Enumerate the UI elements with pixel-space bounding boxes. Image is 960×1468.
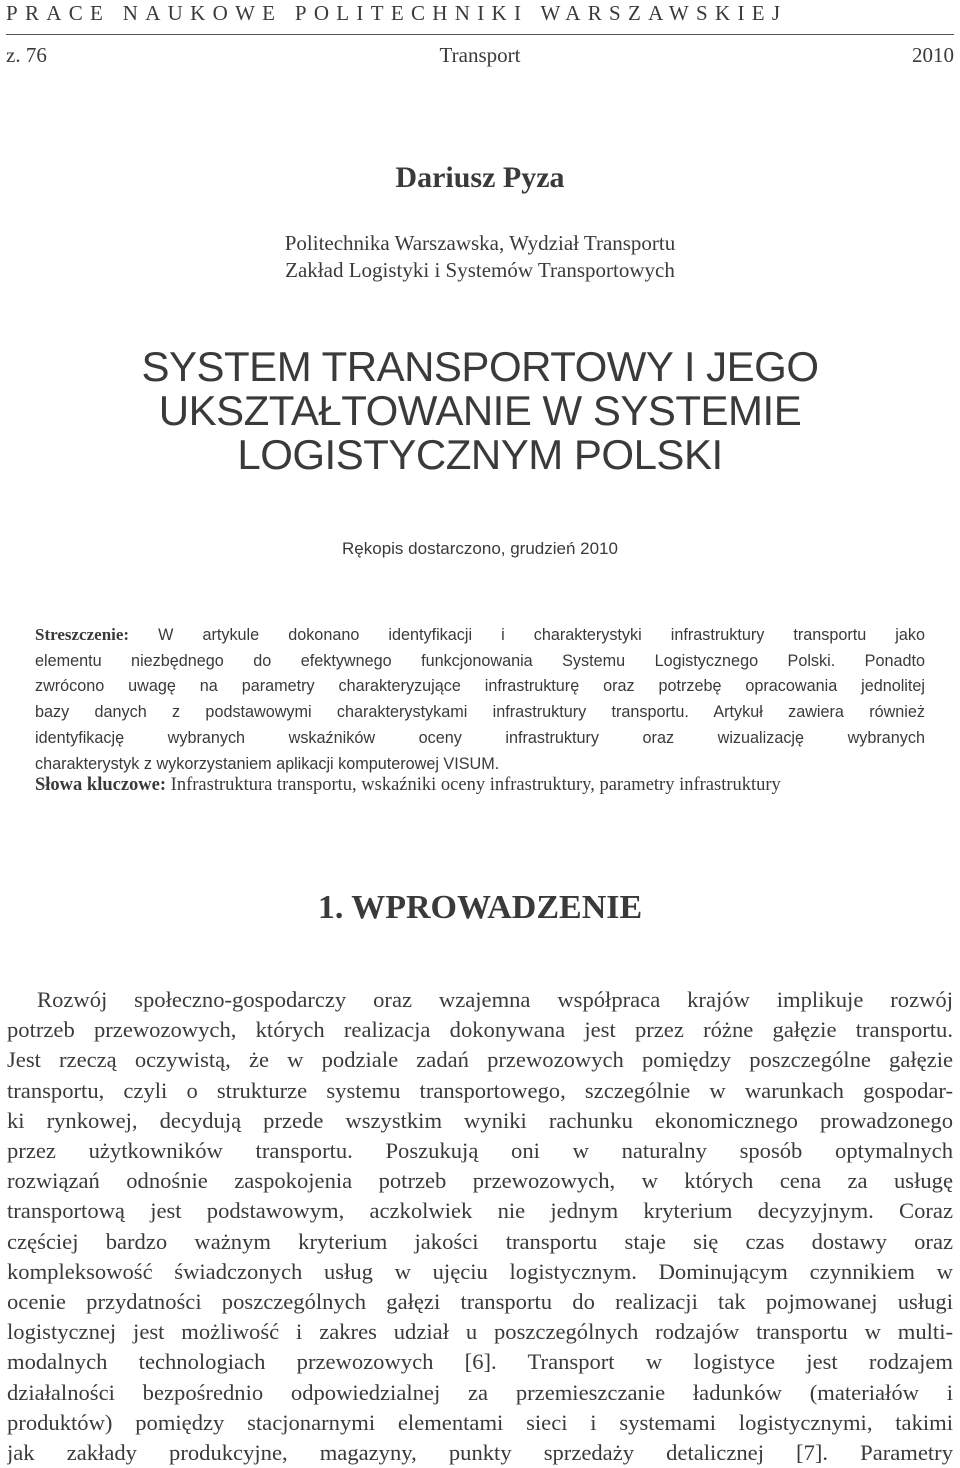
issue-series: Transport [439, 43, 521, 67]
journal-header [6, 0, 954, 35]
body-text [7, 985, 953, 1468]
affiliation-line: Zakład Logistyki i Systemów Transportowych [285, 258, 675, 282]
received-date: Rękopis dostarczono, grudzień 2010 [342, 539, 618, 558]
author-name: Dariusz Pyza [395, 161, 565, 194]
body-line: przez użytkowników transportu. Poszukują oni w naturalny sposób optymalnych [7, 1138, 953, 1164]
abstract-text: W artykule dokonano identyfikacji i charakterystyki infrastruktury transportu jako [129, 626, 925, 644]
body-line: kompleksowość świadczonych usług w ujęciu logistycznym. Dominującym czynnikiem w [7, 1258, 953, 1284]
keywords-text: Infrastruktura transportu, wskaźniki oceny infrastruktury, parametry infrastruktury [166, 775, 781, 795]
abstract [35, 622, 925, 777]
title-line: UKSZTAŁTOWANIE W SYSTEMIE [158, 387, 802, 434]
keywords-label: Słowa kluczowe: [35, 775, 167, 795]
abstract-label: Streszczenie: [35, 625, 130, 644]
issue-number: z. 76 [6, 43, 47, 67]
abstract-line: identyfikację wybranych wskaźników oceny infrastruktury oraz wizualizację wybranych [35, 728, 925, 747]
body-line: transportową jest podstawowym, aczkolwiek nie jednym kryterium decyzyjnym. Coraz [7, 1198, 953, 1224]
affiliation-line: Politechnika Warszawska, Wydział Transportu [284, 231, 676, 255]
body-line: rozwiązań odnośnie zaspokojenia potrzeb przewozowych, w których cena za usługę [7, 1168, 953, 1194]
body-line: ocenie przydatności poszczególnych gałęzi transportu do realizacji tak pojmowanej usługi [7, 1289, 953, 1315]
body-line: potrzeb przewozowych, których realizacja dokonywana jest przez różne gałęzie transportu. [7, 1017, 953, 1043]
paper-title [0, 345, 960, 477]
body-line: transportu, czyli o strukturze systemu transportowego, szczególnie w warunkach gospodar- [7, 1077, 953, 1103]
abstract-line: charakterystyk z wykorzystaniem aplikacji komputerowej VISUM. [35, 754, 500, 773]
abstract-line: zwrócono uwagę na parametry charakteryzujące infrastrukturę oraz potrzebę opracowania jednolitej [35, 677, 925, 696]
keywords [35, 772, 925, 798]
abstract-line: bazy danych z podstawowymi charakterystykami infrastruktury transportu. Artykuł zawiera również [35, 703, 925, 722]
body-line: logistycznej jest możliwość i zakres udział u poszczególnych rodzajów transportu w multi- [7, 1319, 953, 1345]
body-line: Rozwój społeczno-gospodarczy oraz wzajemna współpraca krajów implikuje rozwój [37, 987, 953, 1012]
affiliation [0, 230, 960, 284]
body-line: jak zakłady produkcyjne, magazyny, punkty sprzedaży detalicznej [7]. Parametry [7, 1440, 953, 1466]
title-line: LOGISTYCZNYM POLSKI [237, 431, 723, 478]
body-line: produktów) pomiędzy stacjonarnymi elementami sieci i systemami logistycznymi, takimi [7, 1409, 953, 1435]
body-line: ki rynkowej, decydują przede wszystkim wyniki rachunku ekonomicznego prowadzonego [7, 1107, 953, 1133]
abstract-line [35, 622, 925, 649]
section-heading: 1. WPROWADZENIE [317, 889, 643, 926]
body-line: częściej bardzo ważnym kryterium jakości transportu staje się czas dostawy oraz [7, 1228, 953, 1254]
body-line: Jest rzeczą oczywistą, że w podziale zadań przewozowych pomiędzy poszczególne gałęzie [7, 1047, 953, 1073]
issue-year: 2010 [912, 43, 954, 67]
body-line: działalności bezpośrednio odpowiedzialnej za przemieszczanie ładunków (materiałów i [7, 1379, 953, 1405]
abstract-line: elementu niezbędnego do efektywnego funkcjonowania Systemu Logistycznego Polski. Ponadto [35, 651, 925, 670]
issue-line [6, 42, 954, 68]
journal-name: PRACE NAUKOWE POLITECHNIKI WARSZAWSKIEJ [6, 1, 788, 25]
body-line: modalnych technologiach przewozowych [6]. Transport w logistyce jest rodzajem [7, 1349, 953, 1375]
title-line: SYSTEM TRANSPORTOWY I JEGO [141, 343, 819, 390]
